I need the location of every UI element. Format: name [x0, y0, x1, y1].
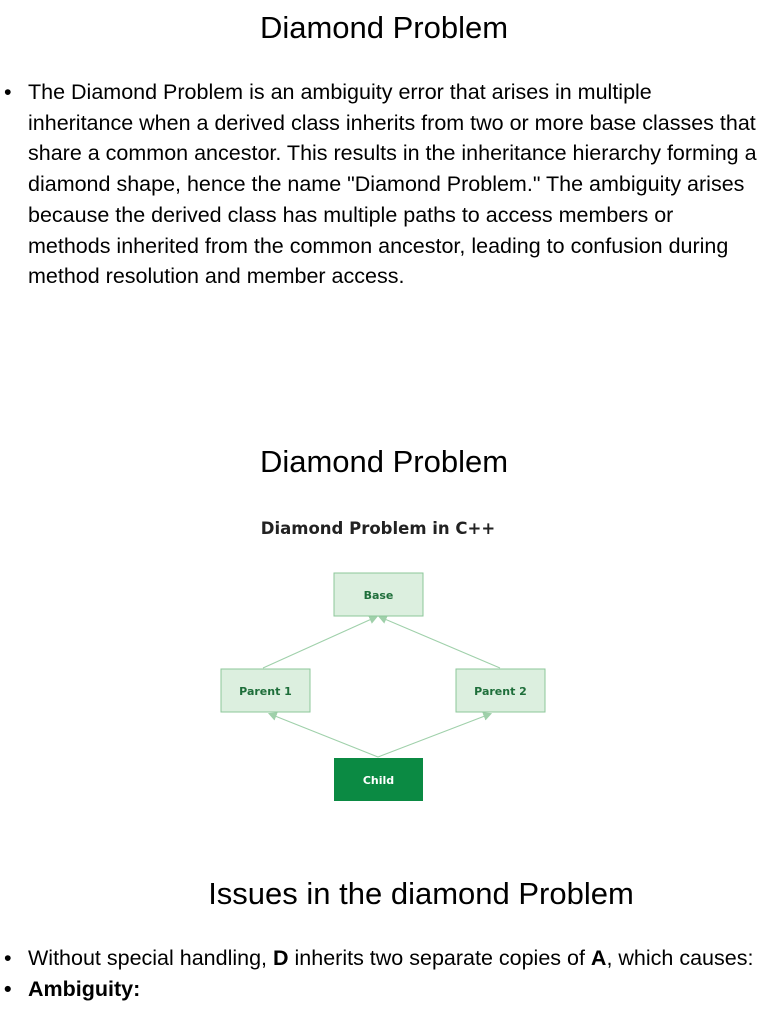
node-child-label: Child: [362, 774, 395, 787]
node-parent-2: [456, 669, 545, 712]
node-parent-1-label: Parent 1: [239, 685, 292, 698]
node-base: [334, 573, 423, 616]
node-child: [334, 758, 423, 801]
definition-bullet-list: [0, 77, 760, 292]
issues-bullet-list: [0, 943, 760, 1004]
edge-parent1-to-base: [263, 617, 376, 668]
edge-parent2-to-base: [380, 617, 500, 668]
node-base-label: Base: [363, 589, 394, 602]
issues-bold-a: A: [590, 946, 607, 970]
issues-text-1: Without special handling,: [28, 946, 274, 970]
edge-child-to-parent1: [270, 714, 378, 757]
node-parent-1: [221, 669, 310, 712]
issues-bullet-ambiguity: • Ambiguity:: [0, 974, 760, 1005]
slide-title-diamond-problem-2: Diamond Problem: [259, 444, 509, 479]
slide-title-issues: Issues in the diamond Problem: [208, 876, 634, 911]
diagram-title: Diamond Problem in C++: [260, 519, 496, 538]
slide-title-diamond-problem: Diamond Problem: [259, 10, 509, 45]
issues-text-3: , which causes:: [606, 946, 754, 970]
issues-bold-d: D: [273, 946, 289, 970]
diamond-diagram: [200, 508, 560, 808]
edge-child-to-parent2: [378, 714, 490, 757]
definition-bullet: • The Diamond Problem is an ambiguity error that arises in multiple inheritance when a derived class inherits from two or more base classes that share a common ancestor. This results in the inheritance hierarchy forming a diamond shape, hence the name "Diamond Problem." The ambiguity arises because the derived class has multiple paths to access members or methods inherited from the common ancestor, leading to confusion during method resolution and member access.: [0, 77, 760, 292]
issues-text-2: inherits two separate copies of: [288, 946, 591, 970]
issues-bullet-copies: [0, 943, 760, 974]
node-parent-2-label: Parent 2: [474, 685, 527, 698]
